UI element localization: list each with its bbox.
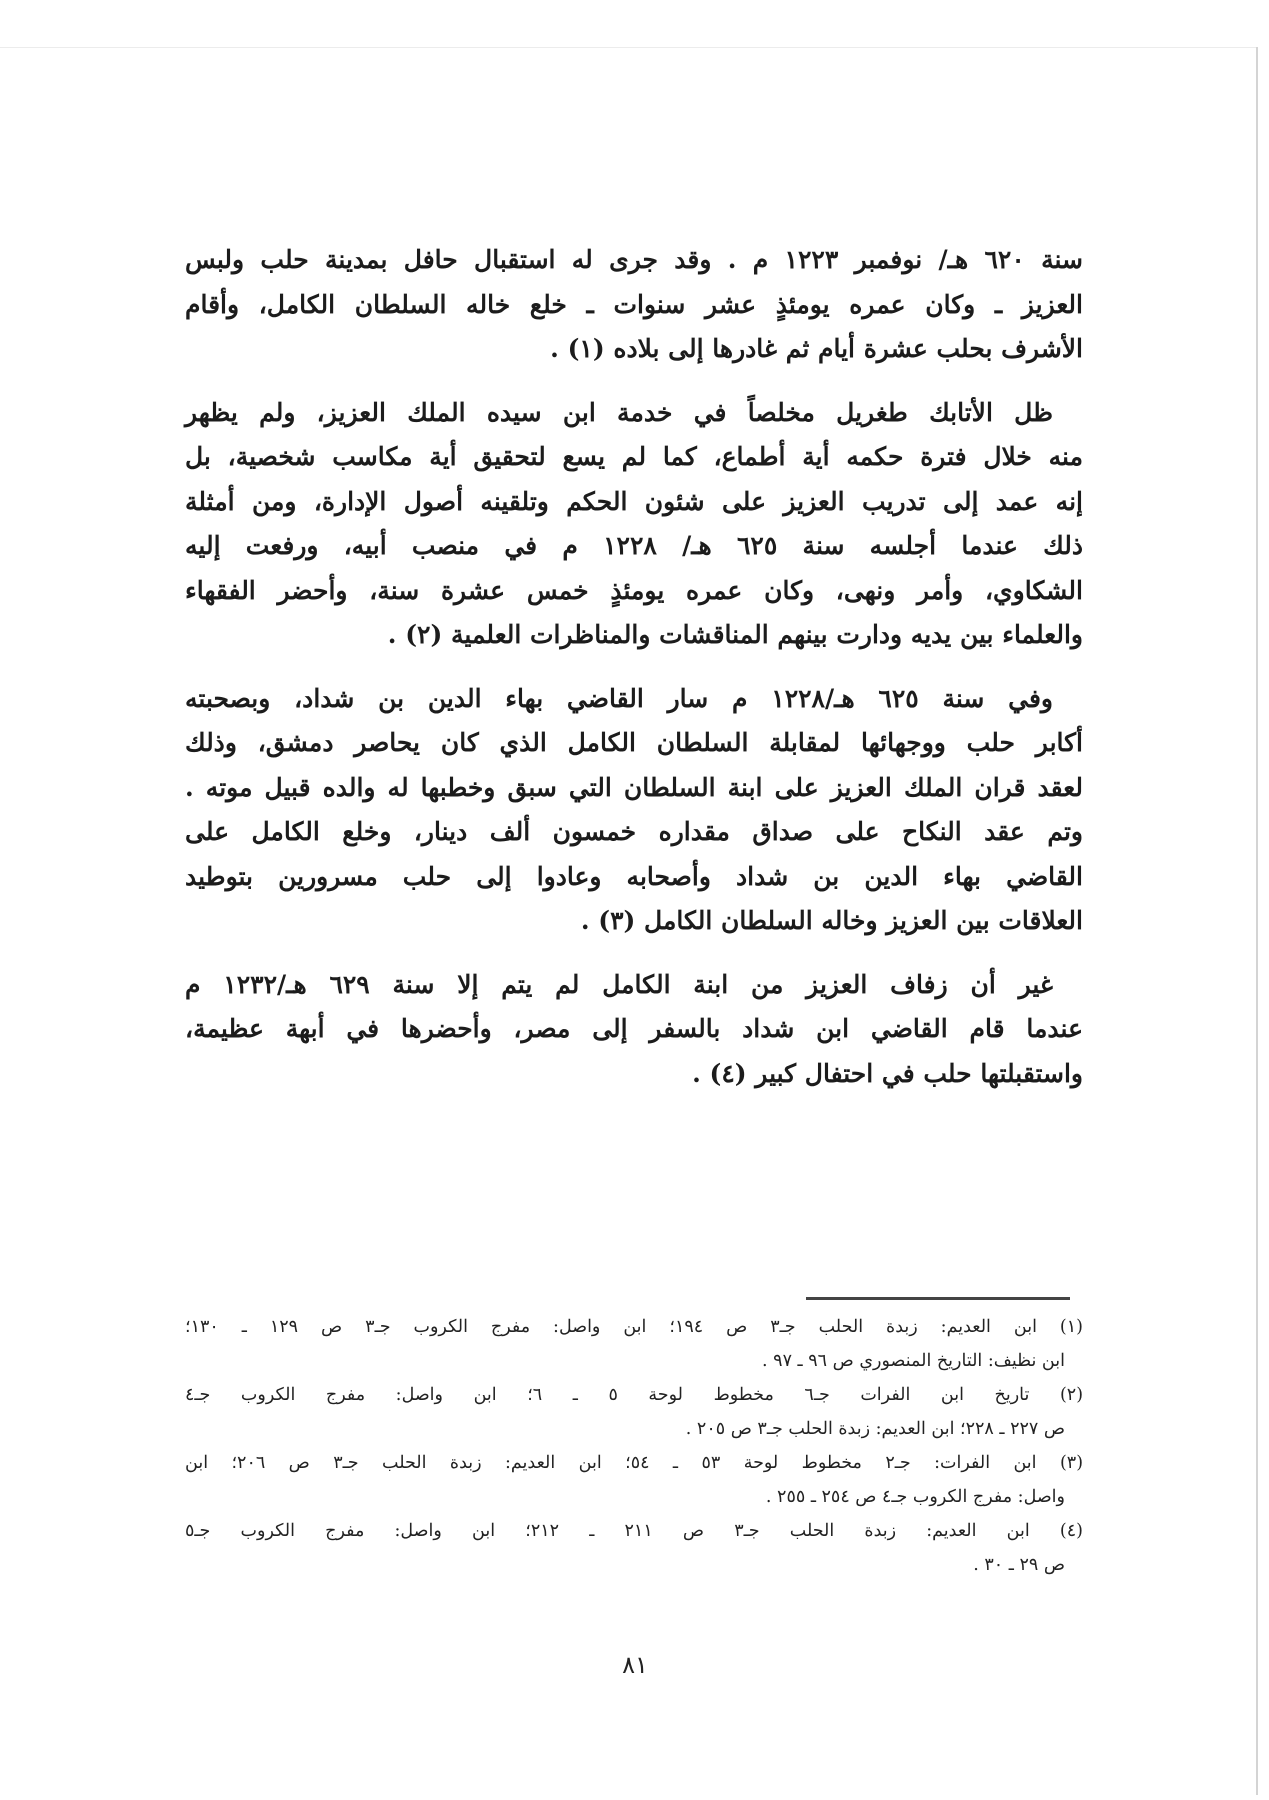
footnote-3 <box>185 1446 1083 1514</box>
footnote-1 <box>185 1310 1083 1378</box>
paragraph-4 <box>185 963 1083 1097</box>
text-line: سنة ٦٢٠ هـ/ نوفمبر ١٢٢٣ م . وقد جرى له استقبال حافل بمدينة حلب ولبس <box>185 245 1083 274</box>
text-line: وتم عقد النكاح على صداق مقداره خمسون ألف دينار، وخلع الكامل على <box>185 817 1083 846</box>
text-line: إنه عمد إلى تدريب العزيز على شئون الحكم وتلقينه أصول الإدارة، ومن أمثلة <box>185 486 1083 516</box>
footnote-line: ابن نظيف: التاريخ المنصوري ص ٩٦ ـ ٩٧ . <box>762 1351 1065 1371</box>
text-line: القاضي بهاء الدين بن شداد وأصحابه وعادوا إلى حلب مسرورين بتوطيد <box>185 861 1083 891</box>
footnote-line: (٢) تاريخ ابن الفرات جـ٦ مخطوط لوحة ٥ ـ ٦؛ ابن واصل: مفرج الكروب جـ٤ <box>185 1385 1084 1405</box>
footnote-line: واصل: مفرج الكروب جـ٤ ص ٢٥٤ ـ ٢٥٥ . <box>765 1487 1065 1507</box>
text-line: عندما قام القاضي ابن شداد بالسفر إلى مصر، وأحضرها في أبهة عظيمة، <box>185 1014 1083 1043</box>
footnote-line: ص ٢٩ ـ ٣٠ . <box>973 1555 1065 1575</box>
paragraph-2 <box>185 391 1083 658</box>
footnote-2 <box>185 1378 1083 1446</box>
footnote-4 <box>185 1514 1083 1582</box>
page-edge-top <box>0 47 1256 48</box>
page-edge-right <box>1256 47 1258 1795</box>
paragraph-3 <box>185 677 1083 944</box>
paragraph-1 <box>185 238 1083 372</box>
text-line: وفي سنة ٦٢٥ هـ/١٢٢٨ م سار القاضي بهاء الدين بن شداد، وبصحبته <box>185 683 1054 713</box>
text-line: منه خلال فترة حكمه أية أطماع، كما لم يسع لتحقيق أية مكاسب شخصية، بل <box>185 442 1083 471</box>
body-text <box>185 238 1083 1115</box>
text-line: ذلك عندما أجلسه سنة ٦٢٥ هـ/ ١٢٢٨ م في منصب أبيه، ورفعت إليه <box>185 531 1083 560</box>
text-line: لعقد قران الملك العزيز على ابنة السلطان التي سبق وخطبها له والده قبيل موته . <box>185 772 1083 802</box>
footnote-line: (٤) ابن العديم: زبدة الحلب جـ٣ ص ٢١١ ـ ٢١٢؛ ابن واصل: مفرج الكروب جـ٥ <box>185 1521 1083 1541</box>
page-number: ٨١ <box>622 1651 648 1679</box>
text-line: غير أن زفاف العزيز من ابنة الكامل لم يتم إلا سنة ٦٢٩ هـ/١٢٣٢ م <box>185 969 1053 999</box>
text-line: أكابر حلب ووجهائها لمقابلة السلطان الكامل الذي كان يحاصر دمشق، وذلك <box>185 728 1083 757</box>
text-line: الشكاوي، وأمر ونهى، وكان عمره يومئذٍ خمس عشرة سنة، وأحضر الفقهاء <box>185 575 1083 605</box>
footnote-separator <box>806 1297 1070 1300</box>
footnotes <box>185 1310 1083 1582</box>
footnote-line: ص ٢٢٧ ـ ٢٢٨؛ ابن العديم: زبدة الحلب جـ٣ ص ٢٠٥ . <box>685 1419 1065 1439</box>
text-line: والعلماء بين يديه ودارت بينهم المناقشات والمناظرات العلمية (٢) . <box>387 620 1083 649</box>
text-line: العزيز ـ وكان عمره يومئذٍ عشر سنوات ـ خلع خاله السلطان الكامل، وأقام <box>185 289 1083 319</box>
text-line: ظل الأتابك طغريل مخلصاً في خدمة ابن سيده الملك العزيز، ولم يظهر <box>185 397 1053 427</box>
text-line: الأشرف بحلب عشرة أيام ثم غادرها إلى بلاده (١) . <box>550 334 1083 363</box>
text-line: العلاقات بين العزيز وخاله السلطان الكامل (٣) . <box>580 906 1083 935</box>
footnote-line: (٣) ابن الفرات: جـ٢ مخطوط لوحة ٥٣ ـ ٥٤؛ ابن العديم: زبدة الحلب جـ٣ ص ٢٠٦؛ ابن <box>185 1453 1084 1473</box>
footnote-line: (١) ابن العديم: زبدة الحلب جـ٣ ص ١٩٤؛ ابن واصل: مفرج الكروب جـ٣ ص ١٢٩ ـ ١٣٠؛ <box>185 1317 1083 1337</box>
text-line: واستقبلتها حلب في احتفال كبير (٤) . <box>692 1058 1083 1088</box>
